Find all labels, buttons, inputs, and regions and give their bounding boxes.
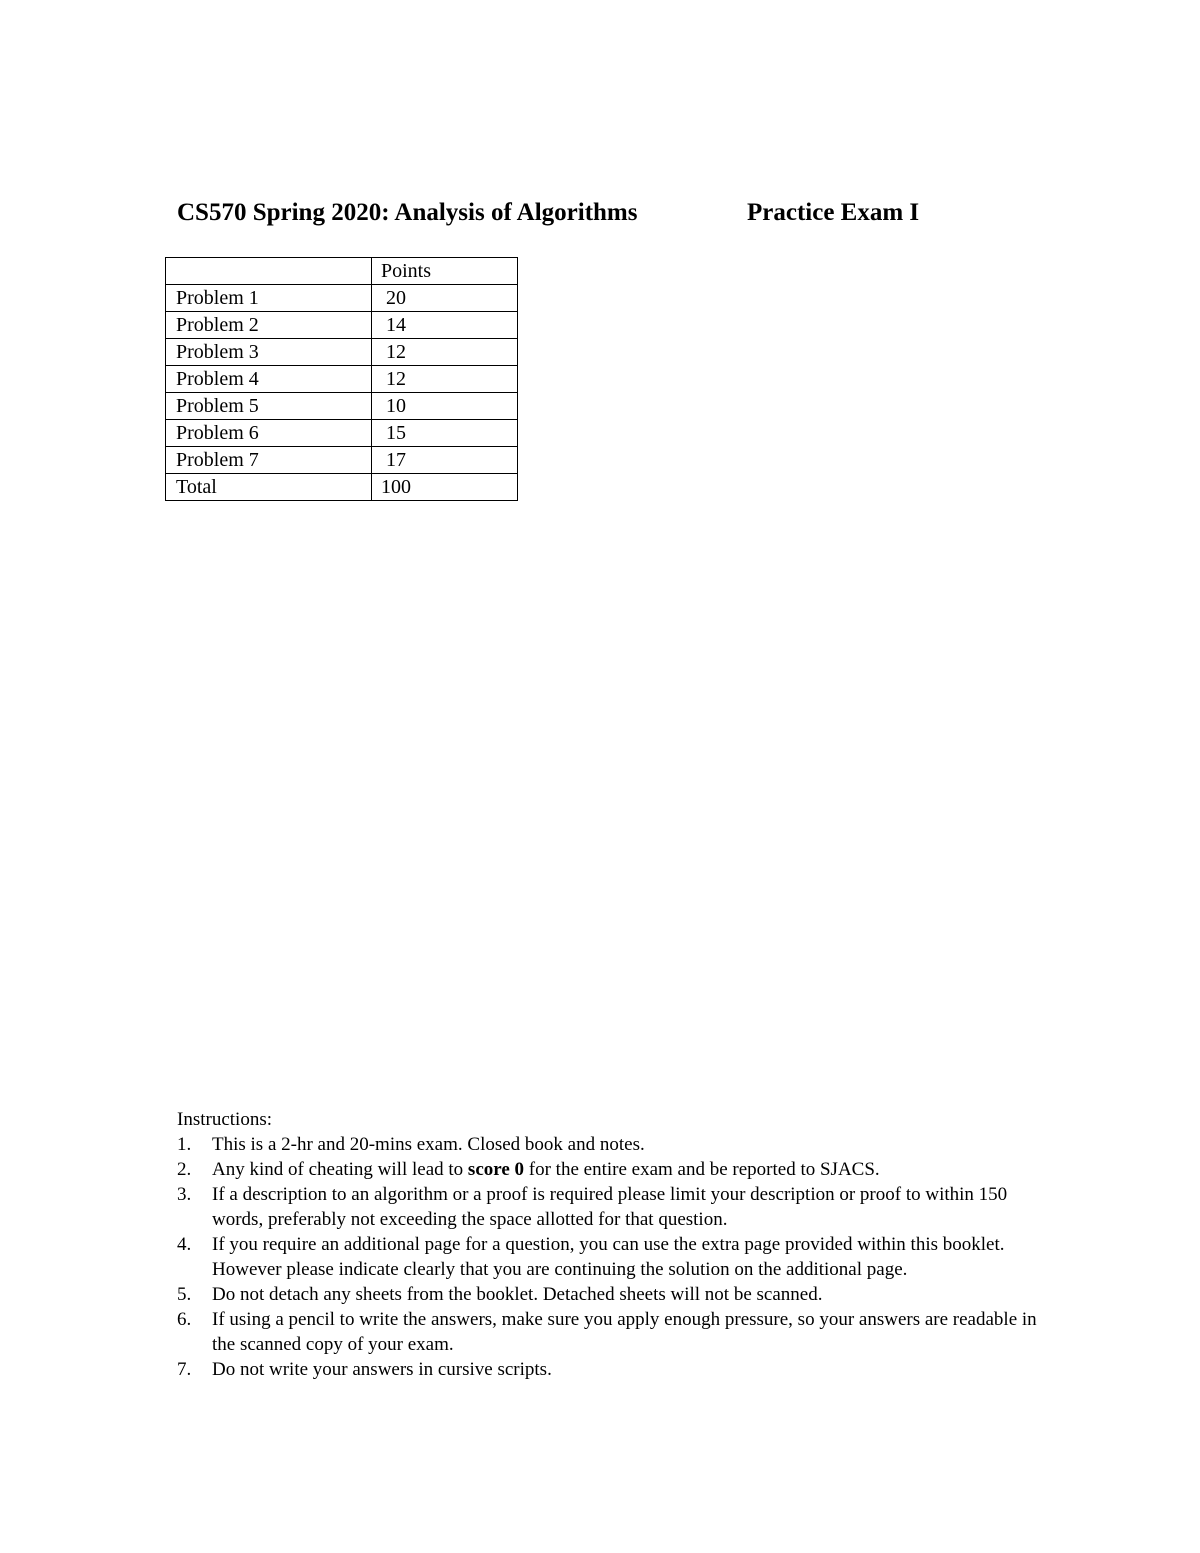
problem-label: Problem 7 [166, 447, 372, 474]
item-text: If using a pencil to write the answers, make sure you apply enough pressure, so your answers are readable in the scanned copy of your exam. [212, 1309, 1037, 1355]
item-text: Do not write your answers in cursive scripts. [212, 1359, 552, 1380]
list-item [177, 1132, 1037, 1157]
problem-label: Problem 6 [166, 420, 372, 447]
problem-label: Problem 2 [166, 312, 372, 339]
problem-label: Problem 4 [166, 366, 372, 393]
item-number: 3. [177, 1184, 192, 1205]
problem-points: 10 [372, 393, 518, 420]
total-row [166, 474, 518, 501]
problem-label: Problem 3 [166, 339, 372, 366]
table-row [166, 366, 518, 393]
points-column-header: Points [372, 258, 518, 285]
instructions-section [177, 1107, 1037, 1382]
list-item [177, 1182, 1037, 1232]
exam-name: Practice Exam I [747, 199, 920, 226]
item-number: 1. [177, 1134, 192, 1155]
page-header [177, 196, 1077, 230]
table-row [166, 393, 518, 420]
item-text-post: for the entire exam and be reported to SJACS. [524, 1159, 880, 1180]
problem-points: 20 [372, 285, 518, 312]
item-number: 6. [177, 1309, 192, 1330]
table-row [166, 420, 518, 447]
instructions-heading: Instructions: [177, 1109, 272, 1130]
table-header-row [166, 258, 518, 285]
problem-points: 12 [372, 339, 518, 366]
item-text: If a description to an algorithm or a proof is required please limit your description or proof to within 150 words, preferably not exceeding the space allotted for that question. [212, 1184, 1008, 1230]
item-number: 5. [177, 1284, 192, 1305]
problem-points: 17 [372, 447, 518, 474]
problem-points: 14 [372, 312, 518, 339]
list-item [177, 1307, 1037, 1357]
item-number: 4. [177, 1234, 192, 1255]
problem-label: Problem 5 [166, 393, 372, 420]
item-text: This is a 2-hr and 20-mins exam. Closed book and notes. [212, 1134, 645, 1155]
points-table [165, 257, 518, 501]
problem-label: Problem 1 [166, 285, 372, 312]
list-item [177, 1282, 1037, 1307]
item-number: 2. [177, 1159, 192, 1180]
table-row [166, 447, 518, 474]
list-item [177, 1232, 1037, 1282]
table-row [166, 339, 518, 366]
course-title: CS570 Spring 2020: Analysis of Algorithms [177, 199, 638, 226]
instructions-list [177, 1132, 1037, 1382]
item-text: If you require an additional page for a question, you can use the extra page provided within this booklet. However please indicate clearly that you are continuing the solution on the additional page. [212, 1234, 1005, 1280]
problem-points: 12 [372, 366, 518, 393]
table-header-cell [166, 258, 372, 285]
table-row [166, 285, 518, 312]
item-text: Do not detach any sheets from the booklet. Detached sheets will not be scanned. [212, 1284, 823, 1305]
total-label: Total [166, 474, 372, 501]
item-number: 7. [177, 1359, 192, 1380]
list-item [177, 1357, 1037, 1382]
list-item [177, 1157, 1037, 1182]
item-text-emphasis: score 0 [467, 1159, 525, 1180]
item-text-pre: Any kind of cheating will lead to [212, 1159, 468, 1180]
total-points: 100 [372, 474, 518, 501]
problem-points: 15 [372, 420, 518, 447]
table-row [166, 312, 518, 339]
